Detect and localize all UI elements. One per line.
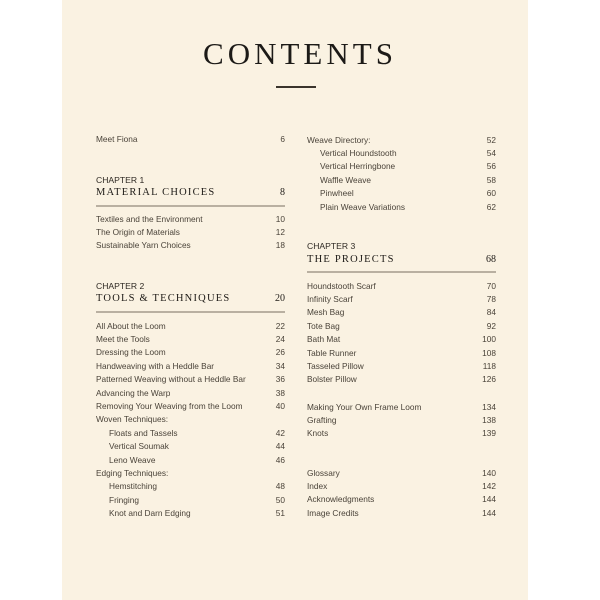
entry-label: Vertical Soumak (109, 441, 169, 452)
chapter-title[interactable]: TOOLS & TECHNIQUES (96, 293, 231, 304)
toc-entry[interactable] (307, 174, 496, 187)
toc-entry[interactable] (307, 373, 496, 386)
entry-page-number: 118 (482, 360, 496, 371)
entry-page-number: 48 (275, 481, 285, 492)
toc-entry[interactable] (307, 467, 496, 480)
entry-page-number: 60 (486, 188, 496, 199)
toc-entry[interactable] (307, 480, 496, 493)
entry-page-number: 144 (482, 507, 496, 518)
entry-page-number: 22 (275, 320, 285, 331)
entry-page-number: 144 (482, 494, 496, 505)
left-column (96, 0, 285, 600)
toc-entry[interactable] (307, 306, 496, 319)
entry-label: Meet the Tools (96, 333, 150, 344)
entry-page-number: 26 (275, 347, 285, 358)
toc-entry[interactable] (307, 293, 496, 306)
entry-page-number: 140 (482, 467, 496, 478)
entry-label: The Origin of Materials (96, 226, 180, 237)
entry-label: Weave Directory: (307, 134, 371, 145)
chapter-page: 8 (280, 187, 285, 198)
entry-label: Houndstooth Scarf (307, 280, 376, 291)
entry-page-number: 44 (275, 441, 285, 452)
toc-entry[interactable] (307, 280, 496, 293)
entry-page-number: 18 (275, 240, 285, 251)
chapter-page: 20 (275, 293, 285, 304)
toc-entry[interactable] (96, 400, 285, 413)
entry-page-number: 78 (486, 293, 496, 304)
entry-label: Removing Your Weaving from the Loom (96, 400, 243, 411)
entry-label: Textiles and the Environment (96, 213, 203, 224)
entry-label: Hemstitching (109, 481, 157, 492)
chapter-page: 68 (486, 254, 496, 265)
toc-entry[interactable] (307, 493, 496, 506)
toc-entry[interactable] (96, 440, 285, 453)
entry-label: All About the Loom (96, 320, 166, 331)
entry-page-number: 134 (482, 401, 496, 412)
toc-entry[interactable] (307, 427, 496, 440)
entry-page-number: 56 (486, 161, 496, 172)
toc-entry[interactable] (307, 147, 496, 160)
toc-entry[interactable] (96, 133, 285, 146)
entry-page-number: 42 (275, 427, 285, 438)
entry-page-number: 126 (482, 374, 496, 385)
entry-page-number: 36 (275, 374, 285, 385)
entry-label: Table Runner (307, 347, 357, 358)
entry-label: Acknowledgments (307, 494, 375, 505)
entry-label: Bolster Pillow (307, 374, 357, 385)
toc-entry[interactable] (96, 387, 285, 400)
toc-entry[interactable] (307, 201, 496, 214)
chapter-divider (307, 271, 496, 273)
toc-entry[interactable] (96, 507, 285, 520)
entry-label: Image Credits (307, 507, 359, 518)
entry-label: Making Your Own Frame Loom (307, 401, 422, 412)
toc-entry[interactable] (307, 160, 496, 173)
entry-label: Tote Bag (307, 320, 340, 331)
entry-label: Bath Mat (307, 334, 341, 345)
right-column (307, 0, 496, 600)
entry-page-number: 100 (482, 334, 496, 345)
entry-label: Meet Fiona (96, 134, 138, 144)
chapter-title[interactable]: MATERIAL CHOICES (96, 187, 216, 198)
entry-label: Fringing (109, 494, 139, 505)
entry-page-number: 40 (275, 400, 285, 411)
entry-label: Dressing the Loom (96, 347, 166, 358)
chapter-divider (96, 205, 285, 207)
chapter-label: CHAPTER 1 (96, 175, 145, 185)
toc-entry[interactable] (307, 333, 496, 346)
toc-entry[interactable] (96, 226, 285, 239)
entry-label: Handweaving with a Heddle Bar (96, 360, 215, 371)
entry-page-number: 138 (482, 414, 496, 425)
entry-page-number: 52 (486, 134, 496, 145)
entry-label: Floats and Tassels (109, 427, 178, 438)
entry-page-number: 108 (482, 347, 496, 358)
toc-entry[interactable] (96, 467, 285, 480)
toc-entry[interactable] (96, 239, 285, 252)
toc-entry[interactable] (307, 320, 496, 333)
entry-page-number: 34 (275, 360, 285, 371)
entry-page-number: 12 (275, 226, 285, 237)
toc-entry[interactable] (96, 427, 285, 440)
toc-entry[interactable] (96, 320, 285, 333)
toc-entry[interactable] (96, 454, 285, 467)
entry-label: Knots (307, 428, 329, 439)
chapter-label: CHAPTER 3 (307, 241, 356, 251)
entry-label: Knot and Darn Edging (109, 508, 191, 519)
entry-page-number: 46 (275, 454, 285, 465)
entry-label: Index (307, 480, 328, 491)
entry-page-number: 54 (486, 147, 496, 158)
chapter-title[interactable]: THE PROJECTS (307, 254, 395, 265)
entry-page-number: 10 (275, 213, 285, 224)
entry-label: Vertical Houndstooth (320, 147, 397, 158)
toc-entry[interactable] (307, 414, 496, 427)
entry-label: Mesh Bag (307, 307, 345, 318)
entry-label: Tasseled Pillow (307, 360, 364, 371)
entry-page-number: 50 (275, 494, 285, 505)
entry-label: Pinwheel (320, 188, 354, 199)
toc-entry[interactable] (307, 507, 496, 520)
entry-page-number: 142 (482, 480, 496, 491)
entry-label: Advancing the Warp (96, 387, 171, 398)
entry-label: Vertical Herringbone (320, 161, 396, 172)
entry-page-number: 70 (486, 280, 496, 291)
entry-label: Infinity Scarf (307, 293, 353, 304)
toc-entry[interactable] (96, 413, 285, 426)
toc-entry[interactable] (307, 360, 496, 373)
toc-entry[interactable] (96, 333, 285, 346)
entry-label: Woven Techniques: (96, 414, 169, 425)
entry-page-number: 51 (275, 508, 285, 519)
toc-entry[interactable] (307, 187, 496, 200)
toc-entry[interactable] (96, 494, 285, 507)
entry-page-number: 62 (486, 201, 496, 212)
page-title: CONTENTS (203, 36, 397, 71)
toc-entry[interactable] (307, 347, 496, 360)
entry-label: Waffle Weave (320, 174, 372, 185)
entry-page-number: 24 (275, 333, 285, 344)
chapter-label: CHAPTER 2 (96, 281, 145, 291)
entry-label: Edging Techniques: (96, 467, 169, 478)
entry-page-number: 58 (486, 174, 496, 185)
entry-page-number: 38 (275, 387, 285, 398)
entry-label: Plain Weave Variations (320, 201, 406, 212)
toc-entry[interactable] (96, 373, 285, 386)
entry-label: Patterned Weaving without a Heddle Bar (96, 374, 246, 385)
toc-entry[interactable] (307, 401, 496, 414)
entry-label: Glossary (307, 467, 340, 478)
entry-page-number: 139 (482, 428, 496, 439)
toc-entry[interactable] (96, 213, 285, 226)
entry-label: Sustainable Yarn Choices (96, 240, 191, 251)
entry-label: Grafting (307, 414, 337, 425)
chapter-divider (96, 311, 285, 313)
entry-page-number: 6 (280, 134, 285, 144)
toc-entry[interactable] (96, 360, 285, 373)
entry-label: Leno Weave (109, 454, 156, 465)
entry-page-number: 92 (486, 320, 496, 331)
toc-entry[interactable] (96, 480, 285, 493)
toc-entry[interactable] (307, 134, 496, 147)
entry-page-number: 84 (486, 307, 496, 318)
toc-entry[interactable] (96, 346, 285, 359)
